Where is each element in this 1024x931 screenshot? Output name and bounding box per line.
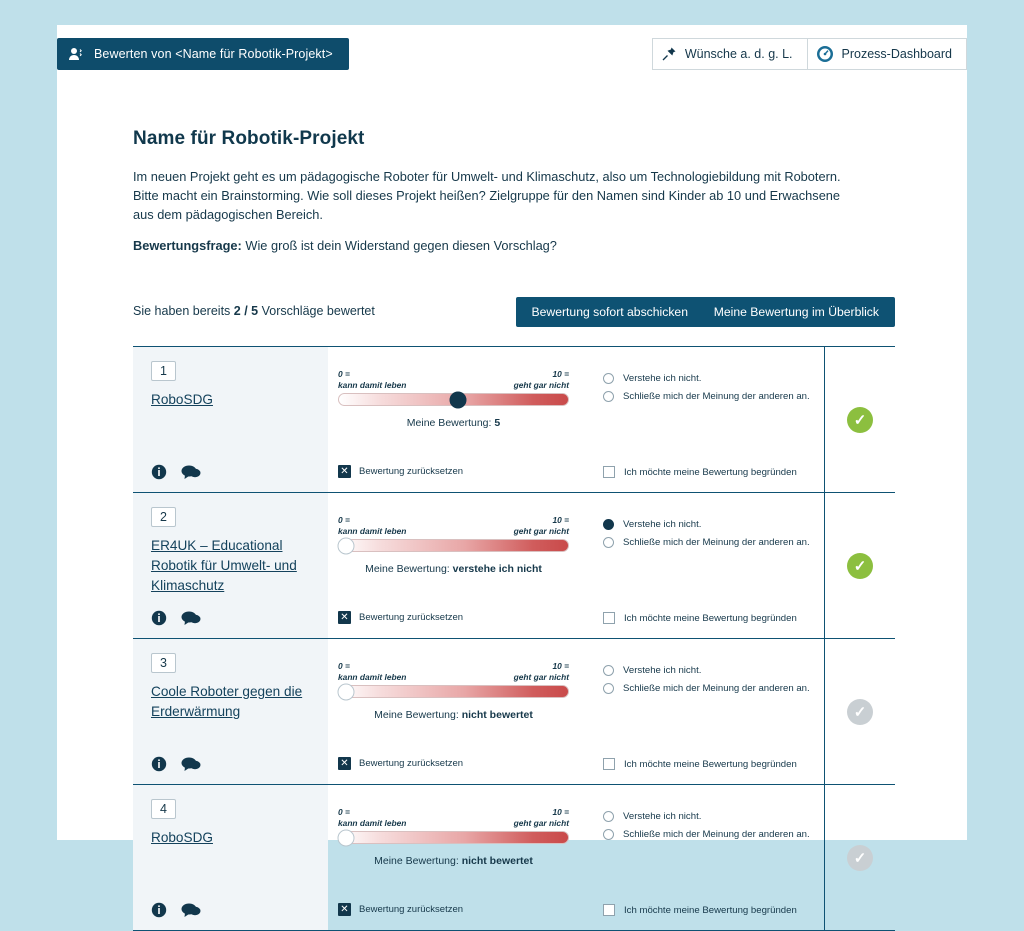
dashboard-icon [816,45,834,63]
radio-icon[interactable] [603,519,614,530]
reason-checkbox[interactable] [603,612,797,624]
checkbox-icon[interactable] [603,758,615,770]
option-follow-others-label: Schließe mich der Meinung der anderen an. [623,391,810,402]
options-cell [581,639,825,784]
scale-right-bottom: geht gar nicht [513,380,569,390]
radio-icon[interactable] [603,373,614,384]
status-cell [825,493,895,638]
table-row [133,346,895,492]
scale-right-bottom: geht gar nicht [513,526,569,536]
send-rating-button[interactable]: Bewertung sofort abschicken [516,297,705,327]
reset-rating-button[interactable] [338,903,463,916]
option-not-understood-label: Verstehe ich nicht. [623,373,702,384]
proposal-cell [133,347,328,492]
my-rating-overview-button[interactable]: Meine Bewertung im Überblick [698,297,895,327]
reason-label: Ich möchte meine Bewertung begründen [624,904,797,916]
progress-prefix: Sie haben bereits [133,304,231,318]
x-checkbox-icon: ✕ [338,903,351,916]
reason-label: Ich möchte meine Bewertung begründen [624,758,797,770]
header-section [133,128,895,253]
options-cell [581,493,825,638]
proposal-list [133,346,895,931]
scale-left-bottom: kann damit leben [338,672,407,682]
reset-rating-button[interactable] [338,757,463,770]
my-rating-prefix: Meine Bewertung: [374,709,459,721]
scale-left [338,661,406,683]
progress-suffix: Vorschläge bewertet [261,304,375,318]
proposal-title[interactable]: RoboSDG [151,830,213,845]
option-not-understood[interactable] [603,665,812,676]
slider-cell [328,785,581,930]
scale-left [338,369,406,391]
my-rating-value: 5 [494,417,501,429]
checkbox-icon[interactable] [603,466,615,478]
proposal-number: 1 [151,361,176,381]
slider-knob[interactable] [337,537,354,554]
option-follow-others[interactable] [603,683,812,694]
info-icon[interactable] [151,464,167,480]
my-rating-value: verstehe ich nicht [452,563,542,575]
options-cell [581,785,825,930]
scale-labels [338,369,569,393]
checkbox-icon[interactable] [603,904,615,916]
option-not-understood[interactable] [603,519,812,530]
comment-icon[interactable] [181,464,201,480]
scale-left-top: 0 = [338,369,350,379]
my-rating-text [338,563,569,575]
my-rating-prefix: Meine Bewertung: [406,417,492,429]
scale-left-top: 0 = [338,515,350,525]
scale-right-top: 10 = [552,515,569,525]
status-badge: ✓ [847,407,873,433]
scale-right [514,807,569,829]
action-row [133,297,895,329]
top-nav [652,38,967,70]
radio-icon[interactable] [603,537,614,548]
proposal-title[interactable]: Coole Roboter gegen die Erderwärmung [151,684,303,719]
status-cell [825,639,895,784]
option-follow-others[interactable] [603,537,812,548]
top-bar [57,25,967,93]
radio-icon[interactable] [603,391,614,402]
reason-label: Ich möchte meine Bewertung begründen [624,466,797,478]
reason-checkbox[interactable] [603,758,797,770]
x-checkbox-icon: ✕ [338,611,351,624]
my-rating-text [338,709,569,721]
proposal-title[interactable]: ER4UK – Educational Robotik für Umwelt- und Klimaschutz [151,538,297,593]
scale-left-bottom: kann damit leben [338,380,407,390]
app-window [57,25,967,916]
slider-cell [328,639,581,784]
radio-icon[interactable] [603,811,614,822]
info-icon[interactable] [151,902,167,918]
scale-left [338,515,406,537]
scale-right-top: 10 = [552,369,569,379]
my-rating-prefix: Meine Bewertung: [374,855,459,867]
option-follow-others[interactable] [603,391,812,402]
option-not-understood-label: Verstehe ich nicht. [623,519,702,530]
comment-icon[interactable] [181,902,201,918]
proposal-cell [133,785,328,930]
my-rating-text [338,855,569,867]
my-rating-value: nicht bewertet [461,709,533,721]
checkbox-icon[interactable] [603,612,615,624]
scale-left-bottom: kann damit leben [338,818,407,828]
proposal-number: 3 [151,653,176,673]
scale-labels [338,661,569,685]
option-not-understood[interactable] [603,373,812,384]
table-row [133,492,895,638]
slider-knob[interactable] [337,683,354,700]
page-title: Name für Robotik-Projekt [133,128,365,149]
pin-icon [661,46,677,62]
scale-left [338,807,406,829]
nav-dashboard-label: Prozess-Dashboard [841,47,952,61]
option-not-understood[interactable] [603,811,812,822]
option-follow-others-label: Schließe mich der Meinung der anderen an. [623,829,810,840]
comment-icon[interactable] [181,756,201,772]
reason-label: Ich möchte meine Bewertung begründen [624,612,797,624]
comment-icon[interactable] [181,610,201,626]
scale-labels [338,807,569,831]
slider-cell [328,347,581,492]
scale-right-top: 10 = [552,661,569,671]
option-follow-others-label: Schließe mich der Meinung der anderen an. [623,683,810,694]
reset-rating-label: Bewertung zurücksetzen [359,466,464,477]
intro-text: Im neuen Projekt geht es um pädagogische Roboter für Umwelt- und Klimaschutz, also um Technologiebildung mit Robotern. Bitte macht ein Brainstorming. Wie soll dieses Projekt heißen? Zielgruppe für den Namen sind Kinder ab 10 und Erwachsene aus dem pädagogischen Bereich. [133,169,841,222]
options-cell [581,347,825,492]
status-badge: ✓ [847,845,873,871]
scale-right [514,515,569,537]
scale-left-bottom: kann damit leben [338,526,407,536]
reset-rating-label: Bewertung zurücksetzen [359,612,464,623]
rating-slider[interactable] [338,393,569,406]
proposal-title[interactable]: RoboSDG [151,392,213,407]
progress-count: 2 / 5 [233,304,259,318]
rating-slider[interactable] [338,685,569,698]
reset-rating-button[interactable] [338,611,463,624]
info-icon[interactable] [151,756,167,772]
radio-icon[interactable] [603,829,614,840]
rating-slider[interactable] [338,831,569,844]
option-not-understood-label: Verstehe ich nicht. [623,665,702,676]
slider-knob[interactable] [450,391,467,408]
option-not-understood-label: Verstehe ich nicht. [623,811,702,822]
proposal-icons [151,610,201,626]
reset-rating-label: Bewertung zurücksetzen [359,904,464,915]
slider-knob[interactable] [337,829,354,846]
rating-question [133,238,895,253]
x-checkbox-icon: ✕ [338,757,351,770]
info-icon[interactable] [151,610,167,626]
status-badge: ✓ [847,699,873,725]
user-rate-icon [69,47,84,61]
status-cell [825,785,895,930]
scale-right-top: 10 = [552,807,569,817]
slider-cell [328,493,581,638]
option-follow-others[interactable] [603,829,812,840]
rating-question-text: Wie groß ist dein Widerstand gegen diesen Vorschlag? [245,238,557,253]
table-row [133,784,895,931]
nav-dashboard[interactable] [808,38,967,70]
radio-icon[interactable] [603,665,614,676]
scale-right [514,661,569,683]
scale-right [514,369,569,391]
proposal-number: 2 [151,507,176,527]
proposal-number: 4 [151,799,176,819]
my-rating-text [338,417,569,429]
proposal-icons [151,756,201,772]
nav-wuensche-label: Wünsche a. d. g. L. [684,47,793,61]
scale-labels [338,515,569,539]
proposal-cell [133,639,328,784]
x-checkbox-icon: ✕ [338,465,351,478]
option-follow-others-label: Schließe mich der Meinung der anderen an. [623,537,810,548]
reset-rating-button[interactable] [338,465,463,478]
my-rating-prefix: Meine Bewertung: [365,563,450,575]
radio-icon[interactable] [603,683,614,694]
progress-status [133,304,375,318]
scale-right-bottom: geht gar nicht [513,672,569,682]
rating-question-label: Bewertungsfrage: [133,238,242,253]
proposal-icons [151,902,201,918]
scale-left-top: 0 = [338,661,350,671]
status-cell [825,347,895,492]
breadcrumb[interactable] [57,38,349,70]
table-row [133,638,895,784]
reason-checkbox[interactable] [603,466,797,478]
breadcrumb-label: Bewerten von <Name für Robotik-Projekt> [94,47,333,61]
proposal-icons [151,464,201,480]
status-badge: ✓ [847,553,873,579]
rating-slider[interactable] [338,539,569,552]
proposal-cell [133,493,328,638]
reset-rating-label: Bewertung zurücksetzen [359,758,464,769]
nav-wuensche[interactable] [652,38,808,70]
scale-right-bottom: geht gar nicht [513,818,569,828]
my-rating-value: nicht bewertet [461,855,533,867]
reason-checkbox[interactable] [603,904,797,916]
scale-left-top: 0 = [338,807,350,817]
